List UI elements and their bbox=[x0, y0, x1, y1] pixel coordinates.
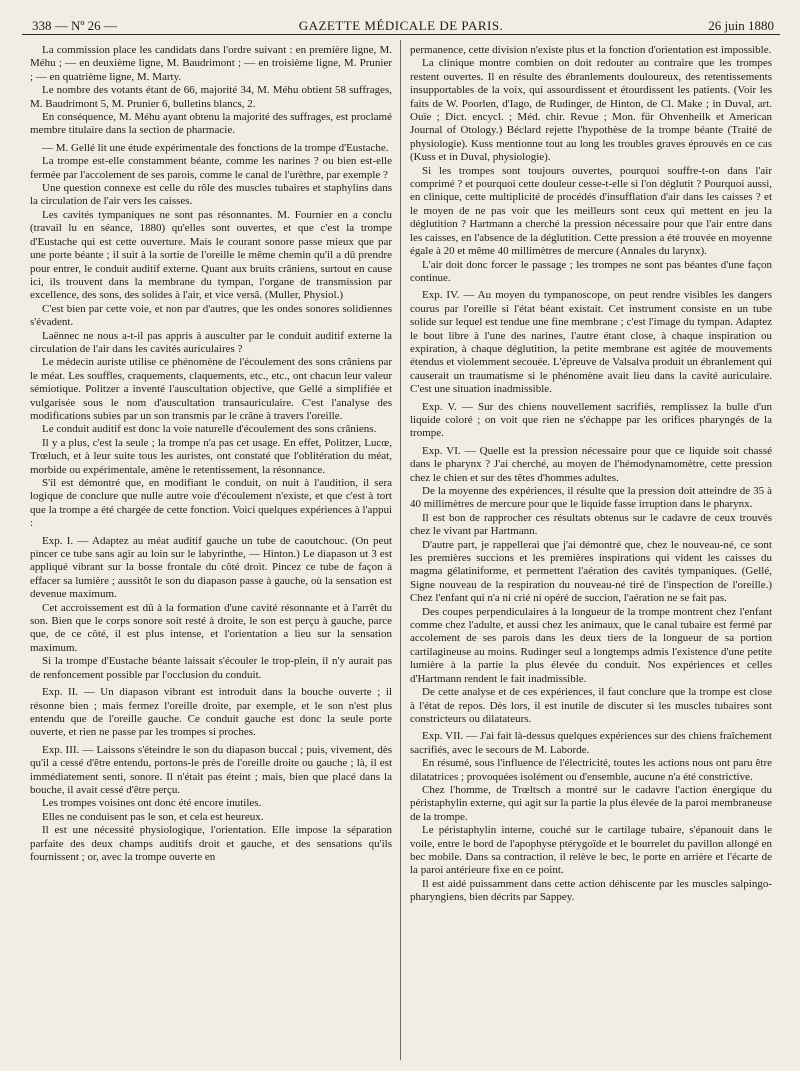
paragraph: Cet accroissement est dû à la formation d'une cavité résonnante et à l'arrêt du son. Bien que le corps sonore soit resté à droite, le son est perçu à gauche, parce que, de ce côté, il est plus intense, et l'orientation a lieu sur la sensation maximum. bbox=[30, 601, 392, 654]
paragraph: Exp. II. — Un diapason vibrant est introduit dans la bouche ouverte ; il résonne bien ; mais fermez l'oreille droite, par exemple, et le son n'est plus entendu que de l'oreille gauche. Ce conduit gauche est donc la seule porte ouverte, et rien ne passe par les trompes si proches. bbox=[30, 686, 392, 739]
issue-date: 26 juin 1880 bbox=[708, 18, 774, 33]
paragraph: La commission place les candidats dans l'ordre suivant : en première ligne, M. Méhu ; — en deuxième ligne, M. Baudrimont ; — en troisième ligne, M. Prunier ; — en quatrième ligne, M. Marty. bbox=[30, 44, 392, 83]
paragraph: Exp. VI. — Quelle est la pression nécessaire pour que ce liquide soit chassé dans le pharynx ? J'ai cherché, au moyen de l'hémodynamomètre, cette pression chez le chien et sur des têtes d'hommes adultes. bbox=[410, 444, 772, 484]
paragraph: De cette analyse et de ces expériences, il faut conclure que la trompe est close à l'état de repos. Dès lors, il est inutile de discuter si les muscles tubaires sont constricteurs ou dilatateurs. bbox=[410, 686, 772, 725]
paragraph: — M. Gellé lit une étude expérimentale des fonctions de la trompe d'Eustache. bbox=[42, 141, 389, 154]
paragraph: La clinique montre combien on doit redouter au contraire que les trompes restent ouvertes. Il en résulte des ébranlements douloureux, des retentissements insupportables de la voix, qui assourdissent et étourdissent les patients. (Voir les faits de W. Poorlen, d'Iago, de Rudinger, de Hinton, de Cl. Make ; in Duval, art. Ouïe ; Dict. encycl. ; Méd. chir. Revue ; Mon. für Ohvenheilk et American Journal of Otology.) Béclard rejette l'hypothèse de la trompe béante (Traité de physiologie). Kuss mentionne tout au long les troubles graves éprouvés en ce cas (Kuss et in Duval, physiologie). bbox=[410, 57, 772, 164]
paragraph: Si la trompe d'Eustache béante laissait s'écouler le trop-plein, il n'y aurait pas de renfoncement possible par l'occlusion du conduit. bbox=[30, 655, 392, 681]
paragraph: Il est aidé puissamment dans cette action déhiscente par les muscles salpingo-pharyngiens, bien décrits par Sappey. bbox=[410, 877, 772, 904]
column-divider bbox=[400, 40, 401, 1060]
paragraph: Chez l'homme, de Trœltsch a montré sur le cadavre l'action énergique du péristaphylin externe, qui agit sur la partie la plus élevée de la paroi membraneuse de la trompe. bbox=[410, 783, 772, 823]
paragraph: Les cavités tympaniques ne sont pas résonnantes. M. Fournier en a conclu (travail lu en séance, 1880) qu'elles sont ouvertes, et que c'est la trompe d'Eustache qui est cette ouverture. Mais le courant sonore passe mieux que par une porte béante ; il suit à la sortie de l'oreille le même chemin qu'il a dû prendre pour entrer, le conduit auditif externe. Quant aux bruits crâniens, surtout en cause ici, ils trouvent dans la membrane du tympan, l'organe de transmission par excellence, des sons, des solides à l'air, et vice versâ. (Muller, Physiol.) bbox=[30, 208, 392, 302]
paragraph: Exp. I. — Adaptez au méat auditif gauche un tube de caoutchouc. (On peut pincer ce tube sans agir au loin sur le labyrinthe, — Hinton.) Le diapason ut 3 est appliqué vibrant sur la bosse frontale du côté droit. Pincez ce tube de façon à effacer sa lumière ; aussitôt le son du diapason passe à gauche, où la sensation est devenue maximum. bbox=[30, 534, 392, 601]
paragraph: D'autre part, je rappellerai que j'ai démontré que, chez le nouveau-né, ce sont les premières succions et les premières inspirations qui vident les caisses du magma gélatiniforme, et permettent l'aération des cavités tympaniques. (Gellé, Signe nouveau de la respiration du nouveau-né tiré de l'inspection de l'oreille.) Chez l'enfant qui n'a ni crié ni opéré de succion, l'aération ne se fait pas. bbox=[410, 538, 772, 605]
journal-title: GAZETTE MÉDICALE DE PARIS. bbox=[298, 18, 504, 33]
left-column bbox=[30, 44, 392, 864]
paragraph: La trompe est-elle constamment béante, comme les narines ? ou bien est-elle fermée par l'accolement de ses parois, comme le canal de l'urèthre, par exemple ? bbox=[30, 155, 392, 181]
paragraph: Une question connexe est celle du rôle des muscles tubaires et staphylins dans la circulation de l'air vers les caisses. bbox=[30, 182, 392, 208]
paragraph: Le péristaphylin interne, couché sur le cartilage tubaire, s'épanouit dans le voile, entre le bord de l'apophyse ptérygoïde et le bourrelet du pavillon allongé en bec mobile. Dans sa contraction, il relève le bec, le porte en arrière et l'écarte de la paroi antérieure fixe en ce point. bbox=[410, 824, 772, 877]
right-column bbox=[410, 44, 772, 905]
paragraph: Il est bon de rapprocher ces résultats obtenus sur le cadavre de ceux trouvés chez le vivant par Hartmann. bbox=[410, 511, 772, 538]
page-header bbox=[22, 14, 780, 36]
paragraph: Exp. IV. — Au moyen du tympanoscope, on peut rendre visibles les dangers courus par l'oreille si l'état béant existait. Cet instrument consiste en un tube solide sur lequel est tendue une fine membrane ; c'est l'image du tympan. Adaptez le bout libre à l'une des narines, l'autre étant close, à chaque inspiration ou expiration, à chaque déglutition, la petite membrane est agitée de mouvements étendus et violemment secouée. L'épreuve de Valsalva produit un ébranlement qui causerait un traumatisme si le phénomène avait lieu dans la cavité auriculaire. C'est une situation inadmissible. bbox=[410, 289, 772, 396]
paragraph: Le nombre des votants étant de 66, majorité 34, M. Méhu obtient 58 suffrages, M. Baudrimont 5, M. Prunier 6, bulletins blancs, 2. bbox=[30, 84, 392, 110]
page-number: 338 — Nº 26 — bbox=[32, 18, 117, 33]
paragraph: Elles ne conduisent pas le son, et cela est heureux. bbox=[42, 810, 264, 823]
paragraph: De la moyenne des expériences, il résulte que la pression doit atteindre de 35 à 40 millimètres de mercure pour que le liquide fasse irruption dans le pharynx. bbox=[410, 485, 772, 511]
paragraph: Exp. VII. — J'ai fait là-dessus quelques expériences sur des chiens fraîchement sacrifiés, avec le secours de M. Laborde. bbox=[410, 730, 772, 756]
paragraph: L'air doit donc forcer le passage ; les trompes ne sont pas béantes d'une façon continue. bbox=[410, 258, 772, 284]
paragraph: Le médecin auriste utilise ce phénomène de l'écoulement des sons crâniens par le méat. Les souffles, craquements, claquements, etc., etc., ont chacun leur valeur sémiotique. Politzer a inventé l'auscultation objective, que Gellé a simplifiée et vulgarisée sous le nom d'auscultation transauriculaire. C'est l'analyse des modifications subies par un son transmis par le crâne à travers l'oreille. bbox=[30, 356, 392, 422]
paragraph: En résumé, sous l'influence de l'électricité, toutes les actions nous ont paru être dilatatrices ; provoquées isolément ou d'ensemble, aucune n'a été constrictive. bbox=[410, 757, 772, 783]
paragraph: Laënnec ne nous a-t-il pas appris à ausculter par le conduit auditif externe la circulation de l'air dans les cavités auriculaires ? bbox=[30, 329, 392, 355]
paragraph: Des coupes perpendiculaires à la longueur de la trompe montrent chez l'enfant comme chez l'adulte, et aussi chez les animaux, que le canal tubaire est fermé par accolement de ses parois dans les deux tiers de la longueur de sa portion cartilagineuse au moins. Rudinger seul a longtemps admis l'existence d'une petite lumière à la partie la plus élevée du conduit. Nos expériences et celles d'Hartmann rendent le fait inadmissible. bbox=[410, 605, 772, 685]
paragraph: S'il est démontré que, en modifiant le conduit, on nuit à l'audition, il sera logique de conclure que nulle autre voie d'écoulement n'existe, et que c'est à tort que la trompe a été chargée de cette fonction. Voici quelques expériences à l'appui : bbox=[30, 477, 392, 530]
paragraph: Si les trompes sont toujours ouvertes, pourquoi souffre-t-on dans l'air comprimé ? et pourquoi cette douleur cesse-t-elle si l'on déglutit ? Pourquoi aussi, en clinique, cette multiplicité de procédés d'insufflation d'air dans les caisses ? et le moyen de ne pas voir que les meilleurs sont ceux qui mettent en jeu la déglutition ? Hartmann a cherché la pression nécessaire pour que l'air entre dans les caisses, en l'absence de la déglutition. Cette pression a été trouvée en moyenne égale à 20 et même 40 millimètres de mercure (Annales du larynx). bbox=[410, 164, 772, 258]
paragraph: Le conduit auditif est donc la voie naturelle d'écoulement des sons crâniens. bbox=[42, 423, 377, 436]
paragraph: Exp. V. — Sur des chiens nouvellement sacrifiés, remplissez la bulle d'un liquide coloré ; on voit que rien ne s'échappe par les orifices pharyngés de la trompe. bbox=[410, 400, 772, 440]
paragraph: Il y a plus, c'est la seule ; la trompe n'a pas cet usage. En effet, Politzer, Lucœ, Trœluch, et à leur suite tous les auristes, ont constaté que l'oblitération du méat, morbide ou expérimentale, amène le retentissement, la résonnance. bbox=[30, 436, 392, 476]
paragraph: Exp. III. — Laissons s'éteindre le son du diapason buccal ; puis, vivement, dès qu'il a cessé d'être entendu, portons-le près de l'oreille droite ou gauche ; là, il est immédiatement senti, sonore. Il n'était pas éteint ; mais, bien que placé dans la bouche, il avait cessé d'être perçu. bbox=[30, 743, 392, 796]
paragraph: C'est bien par cette voie, et non par d'autres, que les ondes sonores solidiennes s'évadent. bbox=[30, 302, 392, 329]
page bbox=[22, 14, 780, 36]
paragraph: Il est une nécessité physiologique, l'orientation. Elle impose la séparation parfaite des deux champs auditifs droit et gauche, et des sensations qu'ils fournissent ; or, avec la trompe ouverte en bbox=[30, 824, 392, 863]
paragraph: En conséquence, M. Méhu ayant obtenu la majorité des suffrages, est proclamé membre titulaire dans la section de pharmacie. bbox=[30, 111, 392, 137]
paragraph: permanence, cette division n'existe plus et la fonction d'orientation est impossible. bbox=[410, 44, 772, 56]
header-rule bbox=[22, 34, 780, 35]
paragraph: Les trompes voisines ont donc été encore inutiles. bbox=[42, 797, 262, 810]
